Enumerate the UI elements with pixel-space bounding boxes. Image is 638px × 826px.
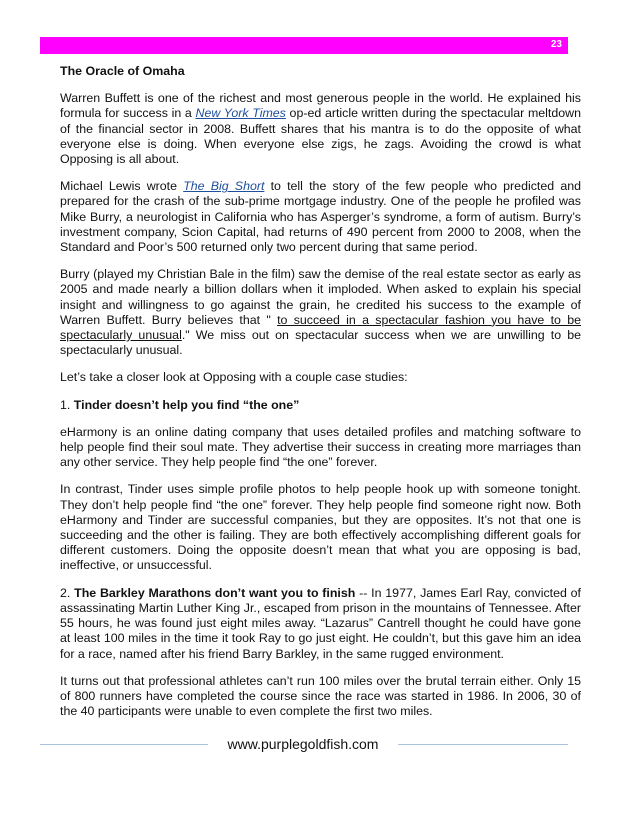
paragraph-intro-cases: Let’s take a closer look at Opposing with a couple case studies: [60, 370, 408, 385]
paragraph-text: Burry (played my Christian Bale in the film) saw the demise of the real estate sector as early as 2005 and made nearly a billion dollars when it imploded. When asked to explain his special insight and willingness to go against the grain, he credited his success to the example of Warren Buffett. Burry believes that " [60, 267, 581, 327]
case-heading: The Barkley Marathons don’t want you to finish [74, 585, 356, 600]
paragraph-text: ." We miss out on spectacular success when we are unwilling to be spectacularly unusual. [60, 328, 581, 358]
footer-url[interactable]: www.purplegoldfish.com [227, 736, 379, 752]
paragraph-text: to tell the story of the few people who predicted and prepared for the crash of the sub-prime mortgage industry. One of the people he profiled was Mike Burry, a neurologist in California who has Asperger’s syndrome, a form of autism. Burry’s investment company, Scion Capital, had returns of 490 percent from 2000 to 2008, when the Standard and Poor’s 500 returned only two percent during that same period. [60, 179, 581, 255]
paragraph-buffett [60, 91, 581, 167]
paragraph-athletes: It turns out that professional athletes can’t run 100 miles over the brutal terrain either. Only 15 of 800 runners have completed the course since the race was started in 1986. In 2006, 30 of the 40 participants were unable to even complete the first two miles. [60, 673, 581, 719]
paragraph-burry [60, 267, 581, 358]
paragraph-text: Warren Buffett is one of the richest and most generous people in the world. He explained his formula for success in a [60, 91, 581, 121]
section-title: The Oracle of Omaha [60, 64, 185, 78]
burry-quote: to succeed in a spectacular fashion you have to be spectacularly unusual [60, 312, 581, 343]
case-number: 1. [60, 397, 74, 412]
paragraph-text: Michael Lewis wrote [60, 179, 184, 194]
footer-divider-left [40, 744, 208, 745]
case-heading: Tinder doesn’t help you find “the one” [73, 397, 300, 412]
header-bar [40, 37, 568, 54]
case-number: 2. [60, 585, 75, 600]
page-content [60, 64, 581, 731]
big-short-link[interactable]: The Big Short [183, 179, 265, 194]
paragraph-text: op-ed article written during the spectacular meltdown of the financial sector in 2008. Buffett shares that his mantra is to do the opposite of what everyone else is doing. When everyone else zigs, he zags. Avoiding the crowd is what Opposing is all about. [60, 106, 581, 167]
footer-divider-right [398, 744, 568, 745]
nyt-link[interactable]: New York Times [195, 106, 286, 121]
case-study-1-heading [60, 398, 581, 413]
paragraph-tinder: In contrast, Tinder uses simple profile photos to help people hook up with someone tonight. They don’t help people find “the one” forever. They help people find someone right now. Both eHarmony and Tinder are successful companies, but they are opposites. It’s not that one is succeeding and the other is failing. They are both effectively accomplishing different goals for different customers. Doing the opposite doesn’t mean that what you are opposing is bad, ineffective, or unsuccessful. [60, 482, 581, 573]
paragraph-big-short [60, 179, 581, 255]
case-study-2 [60, 586, 581, 662]
paragraph-eharmony: eHarmony is an online dating company that uses detailed profiles and matching software to help people find their soul mate. They advertise their success in creating more marriages than any other service. They help people find “the one” forever. [60, 424, 581, 470]
paragraph-text: -- In 1977, James Earl Ray, convicted of assassinating Martin Luther King Jr., escaped from prison in the mountains of Tennessee. After 55 hours, he was found just eight miles away. “Lazarus” Cantrell thought he could have gone at least 100 miles in the time it took Ray to go just eight. He couldn’t, but this gave him an idea for a race, named after his friend Barry Barkley, in the same rugged environment. [60, 585, 581, 661]
page-number: 23 [550, 39, 562, 50]
